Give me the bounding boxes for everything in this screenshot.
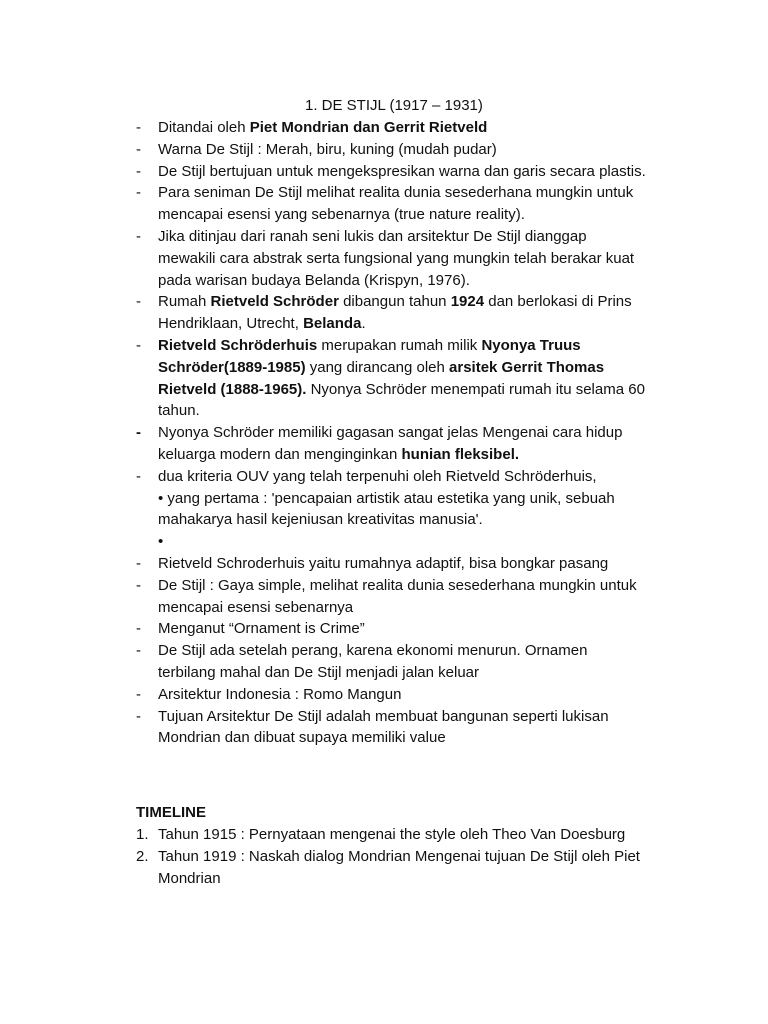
text-run: Tujuan Arsitektur De Stijl adalah membuat bangunan seperti lukisan [158, 707, 609, 725]
text-run: mencapai esensi sebenarnya [158, 598, 354, 616]
text-run: Rumah [158, 293, 211, 311]
list-item-line [158, 488, 708, 510]
text-run: Nyonya Truus [481, 336, 581, 354]
text-run: Jika ditinjau dari ranah seni lukis dan arsitektur De Stijl dianggap [158, 227, 587, 245]
dash-bullet: - [136, 336, 141, 354]
dash-bullet: - [136, 140, 141, 158]
timeline-list [0, 824, 768, 889]
list-item-line [158, 706, 708, 728]
text-run: Rietveld Schröder [210, 293, 339, 311]
text-run: Rietveld Schröderhuis [158, 336, 318, 354]
list-item-line [158, 531, 708, 553]
list-item [0, 117, 768, 139]
text-run: 1924 [450, 293, 485, 311]
dash-bullet: - [136, 642, 141, 660]
list-item-line [158, 270, 708, 292]
timeline-number: 1. [136, 826, 149, 843]
list-item [0, 466, 768, 553]
dash-bullet: - [136, 162, 141, 180]
text-run: mahakarya hasil kejeniusan kreativitas manusia'. [158, 511, 483, 529]
list-item-line [158, 335, 708, 357]
dash-bullet: - [136, 424, 141, 442]
list-item-line [158, 553, 708, 575]
text-run: dibangun tahun [338, 293, 451, 311]
dash-bullet: - [136, 576, 141, 594]
list-item-line [158, 444, 708, 466]
text-run: yang dirancang oleh [305, 358, 450, 376]
text-run: keluarga modern dan menginginkan [158, 445, 402, 463]
list-item-line [158, 204, 708, 226]
text-run: Arsitektur Indonesia : Romo Mangun [158, 685, 402, 703]
list-item-line [158, 575, 708, 597]
text-run: Rietveld (1888-1965). [158, 380, 307, 398]
text-run: terbilang mahal dan De Stijl menjadi jalan keluar [158, 663, 480, 681]
list-item-line [158, 662, 708, 684]
list-item-line [158, 640, 708, 662]
text-run: Hendriklaan, Utrecht, [158, 315, 304, 333]
text-run: pada warisan budaya Belanda (Krispyn, 1976). [158, 271, 470, 289]
dash-bullet: - [136, 227, 141, 245]
dash-bullet: - [136, 620, 141, 638]
list-item [0, 640, 768, 684]
list-item-line [158, 466, 708, 488]
text-run: Nyonya Schröder memiliki gagasan sangat jelas Mengenai cara hidup [158, 424, 623, 442]
bullet-list [0, 117, 768, 749]
timeline-title: TIMELINE [136, 804, 206, 821]
text-run: . [361, 315, 366, 333]
section-heading: 1. DE STIJL (1917 – 1931) [305, 97, 483, 114]
timeline-line: Tahun 1919 : Naskah dialog Mondrian Mengenai tujuan De Stijl oleh Piet [158, 847, 640, 865]
dash-bullet: - [136, 685, 141, 703]
list-item [0, 182, 768, 226]
text-run: Mondrian dan dibuat supaya memiliki value [158, 729, 446, 747]
text-run: mewakili cara abstrak serta fungsional yang mungkin telah berakar kuat [158, 249, 635, 267]
list-item [0, 161, 768, 183]
dash-bullet: - [136, 467, 141, 485]
list-item [0, 684, 768, 706]
text-run: tahun. [158, 402, 200, 420]
text-run: De Stijl ada setelah perang, karena ekonomi menurun. Ornamen [158, 642, 588, 660]
timeline-item [0, 824, 768, 846]
text-run: dan berlokasi di Prins [484, 293, 632, 311]
list-item-line [158, 422, 708, 444]
list-item [0, 553, 768, 575]
list-item [0, 226, 768, 291]
list-item-line [158, 684, 708, 706]
list-item-line [158, 182, 708, 204]
dash-bullet: - [136, 707, 141, 725]
text-run: • yang pertama : 'pencapaian artistik atau estetika yang unik, sebuah [158, 489, 615, 507]
text-run: Menganut “Ornament is Crime” [158, 620, 365, 638]
text-run: Warna De Stijl : Merah, biru, kuning (mudah pudar) [158, 140, 497, 158]
text-run: • [158, 533, 164, 551]
timeline-number: 2. [136, 847, 149, 865]
text-run: Schröder(1889-1985) [158, 358, 306, 376]
list-item-line [158, 357, 708, 379]
text-run: arsitek Gerrit Thomas [449, 358, 605, 376]
list-item-line [158, 618, 708, 640]
text-run: Piet Mondrian dan Gerrit Rietveld [249, 119, 488, 136]
list-item-line [158, 597, 708, 619]
list-item-line [158, 379, 708, 401]
text-run: Ditandai oleh [158, 119, 250, 136]
list-item [0, 618, 768, 640]
text-run: Para seniman De Stijl melihat realita dunia sesederhana mungkin untuk [158, 184, 634, 202]
text-run: Nyonya Schröder menempati rumah itu selama 60 [306, 380, 645, 398]
list-item [0, 422, 768, 466]
dash-bullet: - [136, 554, 141, 572]
list-item-line [158, 226, 708, 248]
dash-bullet: - [136, 119, 141, 136]
text-run: dua kriteria OUV yang telah terpenuhi oleh Rietveld Schröderhuis, [158, 467, 597, 485]
text-run: Rietveld Schroderhuis yaitu rumahnya adaptif, bisa bongkar pasang [158, 554, 609, 572]
list-item [0, 706, 768, 750]
list-item [0, 335, 768, 422]
list-item [0, 139, 768, 161]
text-run: merupakan rumah milik [317, 336, 482, 354]
text-run: Belanda [303, 315, 362, 333]
timeline-line: Tahun 1915 : Pernyataan mengenai the style oleh Theo Van Doesburg [158, 826, 626, 843]
text-run: hunian fleksibel. [401, 445, 520, 463]
list-item [0, 575, 768, 619]
text-run: mencapai esensi yang sebenarnya (true nature reality). [158, 206, 525, 224]
timeline-line: Mondrian [158, 869, 221, 887]
list-item-line [158, 313, 708, 335]
timeline-item [0, 846, 768, 890]
list-item-line [158, 509, 708, 531]
list-item-line [158, 727, 708, 749]
list-item-line [158, 291, 708, 313]
list-item-line [158, 139, 708, 161]
list-item-line [158, 400, 708, 422]
list-item-line [158, 248, 708, 270]
dash-bullet: - [136, 293, 141, 311]
dash-bullet: - [136, 184, 141, 202]
list-item-line [158, 117, 708, 139]
list-item-line [158, 161, 708, 183]
text-run: De Stijl bertujuan untuk mengekspresikan warna dan garis secara plastis. [158, 162, 646, 180]
list-item [0, 291, 768, 335]
text-run: De Stijl : Gaya simple, melihat realita dunia sesederhana mungkin untuk [158, 576, 637, 594]
